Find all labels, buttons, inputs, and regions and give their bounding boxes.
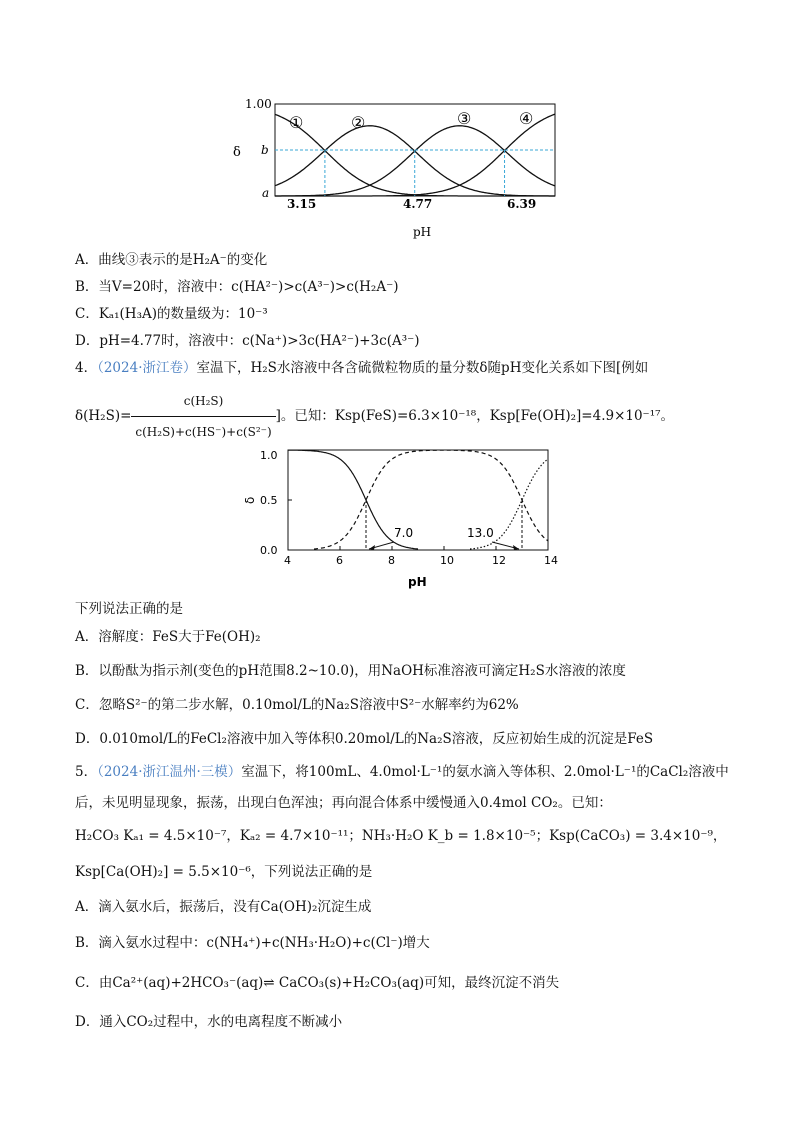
x-tick-label: 6.39 — [507, 197, 537, 211]
y-tick-label: 0.0 — [260, 544, 278, 557]
q4-number: 4． — [75, 360, 98, 376]
y-tick-label: 1.00 — [245, 97, 272, 111]
chart-h3a-distribution — [225, 90, 575, 245]
q4-stem-text: 室温下，H₂S水溶液中各含硫微粒物质的量分数δ随pH变化关系如下图[例如 — [196, 360, 649, 376]
q3-option-c: C．Kₐ₁(H₃A)的数量级为：10⁻³ — [75, 306, 268, 322]
q5-stem-text: 室温下，将100mL、4.0mol·L⁻¹的氨水滴入等体积、2.0mol·L⁻¹的CaCl₂溶液中 — [241, 764, 729, 780]
chart-h2s-distribution — [240, 440, 570, 595]
q4-option-b: B．以酚酞为指示剂(变色的pH范围8.2~10.0)，用NaOH标准溶液可滴定H₂S水溶液的浓度 — [75, 663, 626, 679]
delta-lhs: δ(H₂S)= — [75, 408, 132, 424]
x-tick-label: 12 — [492, 554, 506, 567]
curve-hs — [314, 450, 548, 549]
plot-frame — [288, 450, 548, 550]
delta-fraction — [131, 386, 275, 447]
fraction-numerator: c(H₂S) — [131, 386, 275, 417]
q5-line-2: 后，未见明显现象，振荡，出现白色浑浊；再向混合体系中缓慢通入0.4mol CO₂。已知： — [75, 795, 612, 811]
q4-known: ]。已知：Ksp(FeS)=6.3×10⁻¹⁸，Ksp[Fe(OH)₂]=4.9×10⁻¹⁷。 — [275, 408, 675, 424]
q5-option-d: D．通入CO₂过程中，水的电离程度不断减小 — [75, 1014, 343, 1030]
y-tick-label: 0.5 — [260, 494, 278, 507]
fraction-denominator: c(H₂S)+c(HS⁻)+c(S²⁻) — [135, 425, 272, 439]
q5-option-a: A．滴入氨水后，振荡后，没有Ca(OH)₂沉淀生成 — [75, 899, 372, 915]
annotation-13: 13.0 — [467, 526, 494, 540]
q4-option-a: A．溶解度：FeS大于Fe(OH)₂ — [75, 629, 261, 645]
q4-question: 下列说法正确的是 — [75, 601, 183, 617]
q5-option-b: B．滴入氨水过程中：c(NH₄⁺)+c(NH₃·H₂O)+c(Cl⁻)增大 — [75, 935, 430, 951]
q5-line-3: H₂CO₃ Kₐ₁ = 4.5×10⁻⁷，Kₐ₂ = 4.7×10⁻¹¹；NH₃·H₂O K_b = 1.8×10⁻⁵；Ksp(CaCO₃) = 3.4×10⁻⁹， — [75, 828, 727, 844]
series-label-4: ④ — [519, 109, 534, 128]
x-tick-label: 6 — [336, 554, 343, 567]
x-tick-label: 8 — [388, 554, 395, 567]
q4-option-d: D．0.010mol/L的FeCl₂溶液中加入等体积0.20mol/L的Na₂S溶液，反应初始生成的沉淀是FeS — [75, 731, 654, 747]
y-tick-label: 1.0 — [260, 449, 278, 462]
q5-number: 5． — [75, 764, 98, 780]
q5-option-c: C．由Ca²⁺(aq)+2HCO₃⁻(aq)⇌ CaCO₃(s)+H₂CO₃(aq)可知，最终沉淀不消失 — [75, 975, 560, 991]
annotation-7: 7.0 — [394, 526, 414, 540]
q4-source: （2024·浙江卷） — [97, 360, 197, 376]
x-axis-label: pH — [408, 575, 427, 589]
q3-option-d: D．pH=4.77时，溶液中：c(Na⁺)>3c(HA²⁻)+3c(A³⁻) — [75, 333, 420, 349]
q5-stem — [75, 762, 729, 782]
x-tick-label: 14 — [544, 554, 558, 567]
q4-stem — [75, 358, 648, 378]
q4-option-c: C．忽略S²⁻的第二步水解，0.10mol/L的Na₂S溶液中S²⁻水解率约为62% — [75, 697, 519, 713]
y-tick-label: a — [262, 186, 270, 200]
x-tick-label: 3.15 — [287, 197, 317, 211]
x-axis-label: pH — [413, 225, 432, 239]
q3-option-b: B．当V=20时，溶液中：c(HA²⁻)>c(A³⁻)>c(H₂A⁻) — [75, 279, 399, 295]
y-tick-label: b — [261, 143, 269, 157]
y-axis-label: δ — [243, 496, 257, 504]
y-axis-label: δ — [233, 145, 241, 160]
x-tick-label: 10 — [440, 554, 454, 567]
q3-option-a: A．曲线③表示的是H₂A⁻的变化 — [75, 252, 268, 268]
series-label-3: ③ — [457, 109, 472, 128]
q5-line-4: Ksp[Ca(OH)₂] = 5.5×10⁻⁶，下列说法正确的是 — [75, 864, 373, 880]
series-label-1: ① — [289, 113, 304, 132]
x-tick-label: 4 — [284, 554, 291, 567]
series-label-2: ② — [351, 113, 366, 132]
q4-formula — [75, 386, 674, 447]
x-tick-label: 4.77 — [403, 197, 433, 211]
q5-source: （2024·浙江温州·三模） — [97, 764, 242, 780]
